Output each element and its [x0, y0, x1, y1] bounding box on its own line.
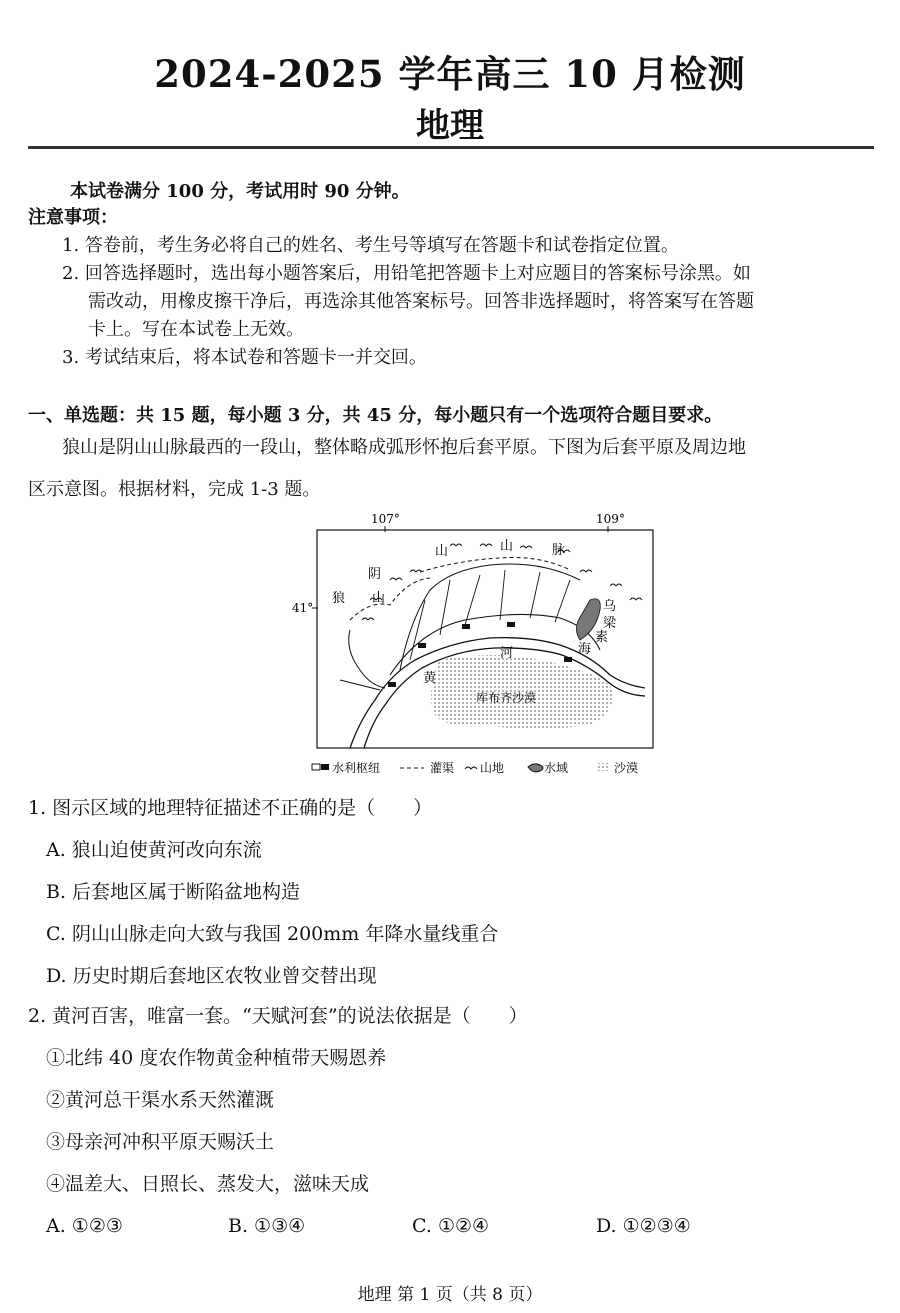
notice-item-2-line-1: 2. 回答选择题时，选出每小题答案后，用铅笔把答题卡上对应题目的答案标号涂黑。如	[62, 263, 751, 284]
label-lang: 狼	[332, 591, 346, 606]
notice-item-3: 3. 考试结束后，将本试卷和答题卡一并交回。	[62, 347, 427, 368]
lat-label: 41°	[292, 601, 314, 615]
legend-dam-label: 水利枢纽	[332, 761, 381, 775]
dashed-canal-west	[350, 578, 430, 620]
label-he: 河	[500, 646, 514, 661]
q2-option-d[interactable]: D. ①②③④	[596, 1215, 691, 1237]
section-1-heading: 一、单选题：共 15 题，每小题 3 分，共 45 分，每小题只有一个选项符合题目要求。	[28, 405, 723, 426]
q2-statement-2: ②黄河总干渠水系天然灌溉	[46, 1089, 275, 1111]
label-liang: 梁	[603, 616, 617, 631]
notice-item-2-line-2: 需改动，用橡皮擦干净后，再选涂其他答案标号。回答非选择题时，将答案写在答题	[88, 291, 754, 312]
dam-marker-3	[462, 624, 470, 629]
q2-option-b[interactable]: B. ①③④	[228, 1215, 306, 1237]
q1-option-d[interactable]: D. 历史时期后套地区农牧业曾交替出现	[46, 965, 377, 987]
label-huang: 黄	[423, 671, 437, 686]
legend-canal-label: 灌渠	[430, 761, 455, 775]
label-shan-1: 山	[435, 544, 449, 559]
q2-stem: 2. 黄河百害，唯富一套。“天赋河套”的说法依据是（ ）	[28, 1005, 528, 1027]
label-shan-3: 山	[372, 591, 386, 606]
hetao-map	[290, 510, 660, 790]
label-mai: 脉	[552, 543, 566, 558]
notice-item-1: 1. 答卷前，考生务必将自己的姓名、考生号等填写在答题卡和试卷指定位置。	[62, 235, 679, 256]
q2-statement-4: ④温差大、日照长、蒸发大，滋味天成	[46, 1173, 370, 1195]
dam-marker-1	[388, 682, 396, 687]
label-kubuqi-desert: 库布齐沙漠	[476, 691, 537, 705]
q1-stem: 1. 图示区域的地理特征描述不正确的是（ ）	[28, 797, 433, 819]
page-footer: 地理 第 1 页（共 8 页）	[357, 1285, 543, 1305]
exam-title: 2024-2025 学年高三 10 月检测	[154, 52, 746, 96]
notice-item-2-line-3: 卡上。写在本试卷上无效。	[88, 319, 304, 340]
q2-option-c[interactable]: C. ①②④	[412, 1215, 490, 1237]
label-wu: 乌	[603, 599, 617, 614]
hetao-map-figure	[290, 510, 660, 790]
q2-statement-1: ①北纬 40 度农作物黄金种植带天赐恩养	[46, 1047, 387, 1069]
label-shan-2: 山	[500, 539, 514, 554]
dam-marker-4	[507, 622, 515, 627]
q2-statement-3: ③母亲河冲积平原天赐沃土	[46, 1131, 275, 1153]
q1-option-c[interactable]: C. 阴山山脉走向大致与我国 200mm 年降水量线重合	[46, 923, 499, 945]
material-line-1: 狼山是阴山山脉最西的一段山，整体略成弧形怀抱后套平原。下图为后套平原及周边地	[62, 437, 746, 458]
exam-subject: 地理	[416, 106, 484, 146]
lon-label-left: 107°	[371, 512, 400, 526]
legend-water-label: 水域	[544, 761, 569, 775]
notice-intro: 本试卷满分 100 分，考试用时 90 分钟。	[70, 181, 410, 202]
material-line-2: 区示意图。根据材料，完成 1-3 题。	[28, 479, 321, 500]
legend-desert-label: 沙漠	[614, 761, 639, 775]
branch-canals	[410, 570, 570, 660]
map-legend	[312, 760, 638, 775]
lon-label-right: 109°	[596, 512, 625, 526]
q1-option-a[interactable]: A. 狼山迫使黄河改向东流	[46, 839, 262, 861]
dam-marker-2	[418, 643, 426, 648]
q2-option-a[interactable]: A. ①②③	[46, 1215, 123, 1237]
west-river-inflow	[340, 680, 380, 690]
label-su: 素	[595, 630, 609, 645]
legend-mountain-label: 山地	[480, 761, 505, 775]
notice-heading: 注意事项：	[28, 207, 118, 228]
q1-option-b[interactable]: B. 后套地区属于断陷盆地构造	[46, 881, 301, 903]
dam-marker-5	[564, 657, 572, 662]
title-divider	[28, 146, 874, 149]
label-yin: 阴	[368, 567, 382, 582]
label-hai: 海	[578, 642, 592, 657]
west-tributary	[349, 630, 385, 688]
